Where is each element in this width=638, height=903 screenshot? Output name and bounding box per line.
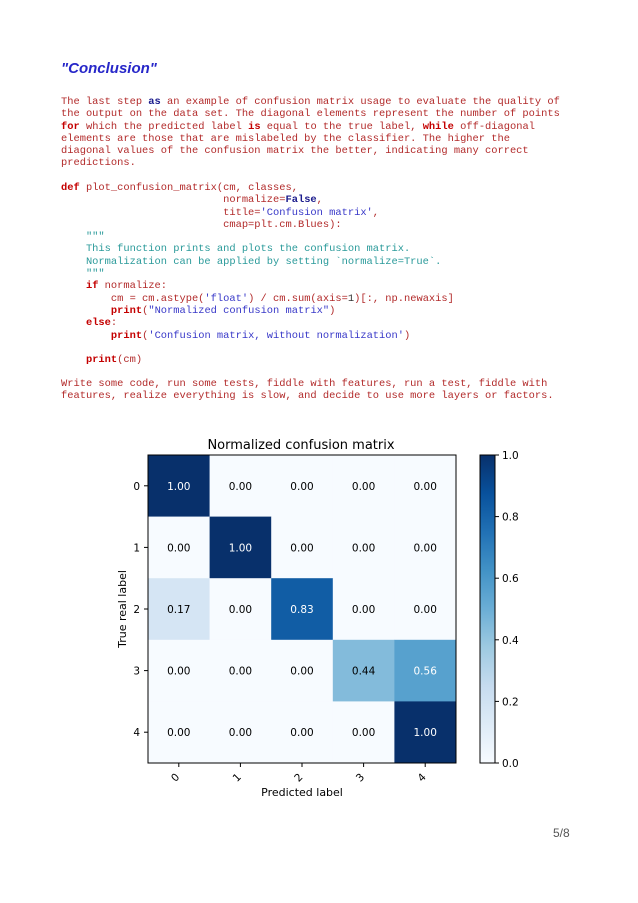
cell-value-label: 0.00 [351, 542, 376, 555]
x-tick-label: 0 [169, 771, 183, 785]
colorbar-tick-label: 0.2 [502, 696, 519, 709]
code-line: : [110, 317, 118, 330]
cell-value-label: 0.17 [167, 604, 191, 616]
docstring: """ [61, 268, 105, 281]
cell-value-label: 0.00 [167, 542, 191, 555]
code-line: )[:, np.newaxis] [354, 292, 454, 305]
x-axis-label: Predicted label [261, 786, 343, 799]
docstring: """ [61, 231, 105, 244]
cell-value-label: 0.00 [413, 542, 437, 555]
code-line: ( [142, 329, 149, 342]
keyword: for [61, 120, 80, 133]
cell-value-label: 0.00 [413, 604, 437, 616]
cell-value-label: 1.00 [413, 727, 437, 740]
y-tick-label: 2 [133, 604, 140, 616]
x-tick-label: 1 [230, 771, 244, 785]
cell-value-label: 0.00 [290, 480, 314, 493]
x-tick-label: 4 [415, 771, 429, 785]
keyword: False [285, 194, 317, 207]
cell-value-label: 0.44 [351, 665, 376, 678]
code-line: plot_confusion_matrix(cm, classes, [79, 182, 298, 194]
cell-value-label: 0.56 [413, 665, 437, 678]
cell-value-label: 0.00 [228, 480, 253, 493]
y-axis-label: True real label [116, 570, 129, 648]
code-line: (cm) [117, 354, 143, 367]
text-line: which the predicted label [79, 120, 249, 133]
keyword: def [61, 182, 80, 194]
colorbar-tick-label: 0.4 [502, 634, 519, 647]
text-line: off-diagonal [453, 120, 535, 133]
cell-value-label: 0.83 [290, 604, 314, 616]
docstring: Normalization can be applied by setting `normalize=True`. [61, 255, 442, 268]
cell-value-label: 1.00 [228, 542, 253, 555]
cell-value-label: 0.00 [290, 727, 314, 740]
text-line: equal to the true label, [260, 120, 423, 133]
text-line: diagonal values of the confusion matrix the better, indicating many correct [61, 145, 529, 158]
colorbar-tick-label: 1.0 [502, 450, 519, 462]
cell-value-label: 0.00 [290, 665, 314, 678]
string-literal: "Normalized confusion matrix" [148, 304, 330, 317]
code-line: ) [329, 304, 336, 317]
x-tick-label: 2 [292, 771, 306, 785]
cell-value-label: 0.00 [228, 665, 253, 678]
cell-value-label: 0.00 [351, 480, 376, 493]
keyword: print [85, 354, 118, 367]
page-number: 5/8 [553, 826, 570, 840]
colorbar-tick-label: 0.0 [502, 758, 519, 770]
colorbar [480, 455, 495, 763]
code-line: , [316, 194, 323, 207]
cell-value-label: 0.00 [228, 604, 253, 616]
string-literal: 'float' [204, 292, 249, 305]
cell-value-label: 0.00 [167, 665, 191, 678]
number-literal: 1 [347, 292, 355, 305]
docstring: This function prints and plots the confusion matrix. [61, 243, 411, 256]
cell-value-label: 1.00 [167, 480, 191, 493]
heatmap-cells [148, 455, 456, 763]
text-line: the output on the data set. The diagonal elements represent the number of points [61, 108, 560, 121]
string-literal: 'Confusion matrix, without normalization' [148, 329, 404, 342]
colorbar-tick-label: 0.8 [502, 511, 519, 524]
cell-value-label: 0.00 [351, 604, 376, 616]
code-line: normalize= [61, 194, 286, 207]
code-line: ( [142, 304, 149, 317]
text-line: features, realize everything is slow, and decide to use more layers or factors. [61, 390, 554, 403]
y-tick-label: 1 [133, 542, 140, 555]
text-line: elements are those that are mislabeled by the classifier. The higher the [61, 132, 510, 145]
cell-value-label: 0.00 [228, 727, 253, 740]
section-heading: "Conclusion" [61, 60, 157, 77]
cell-value-label: 0.00 [167, 727, 191, 740]
string-literal: 'Confusion matrix' [260, 206, 373, 219]
y-tick-label: 0 [133, 480, 140, 493]
keyword: else [85, 317, 111, 330]
keyword: as [148, 96, 161, 108]
code-line: ) / cm.sum(axis= [248, 292, 348, 305]
code-line: cm = cm.astype( [61, 292, 205, 305]
cell-value-label: 0.00 [290, 542, 314, 555]
text-line: Write some code, run some tests, fiddle with features, run a test, fiddle with [61, 378, 548, 390]
code-line: cmap=plt.cm.Blues): [61, 218, 342, 231]
cell-value-label: 0.00 [351, 727, 376, 740]
keyword: is [248, 120, 261, 133]
code-line: , [372, 206, 380, 219]
keyword: print [110, 329, 143, 342]
x-tick-label: 3 [353, 771, 368, 785]
cell-value-label: 0.00 [413, 480, 437, 493]
y-tick-label: 3 [133, 665, 140, 678]
text-line: The last step [61, 96, 149, 108]
colorbar-ticks [495, 450, 519, 770]
colorbar-tick-label: 0.6 [502, 573, 519, 586]
keyword: if [85, 280, 99, 293]
keyword: while [422, 120, 454, 133]
text-line: predictions. [61, 157, 136, 170]
code-line: normalize: [98, 280, 168, 293]
text-line: an example of confusion matrix usage to evaluate the quality of [160, 96, 560, 108]
y-tick-label: 4 [133, 727, 140, 740]
code-line: ) [403, 329, 411, 342]
code-line: title= [61, 206, 261, 219]
keyword: print [110, 304, 143, 317]
chart-title: Normalized confusion matrix [207, 438, 395, 453]
